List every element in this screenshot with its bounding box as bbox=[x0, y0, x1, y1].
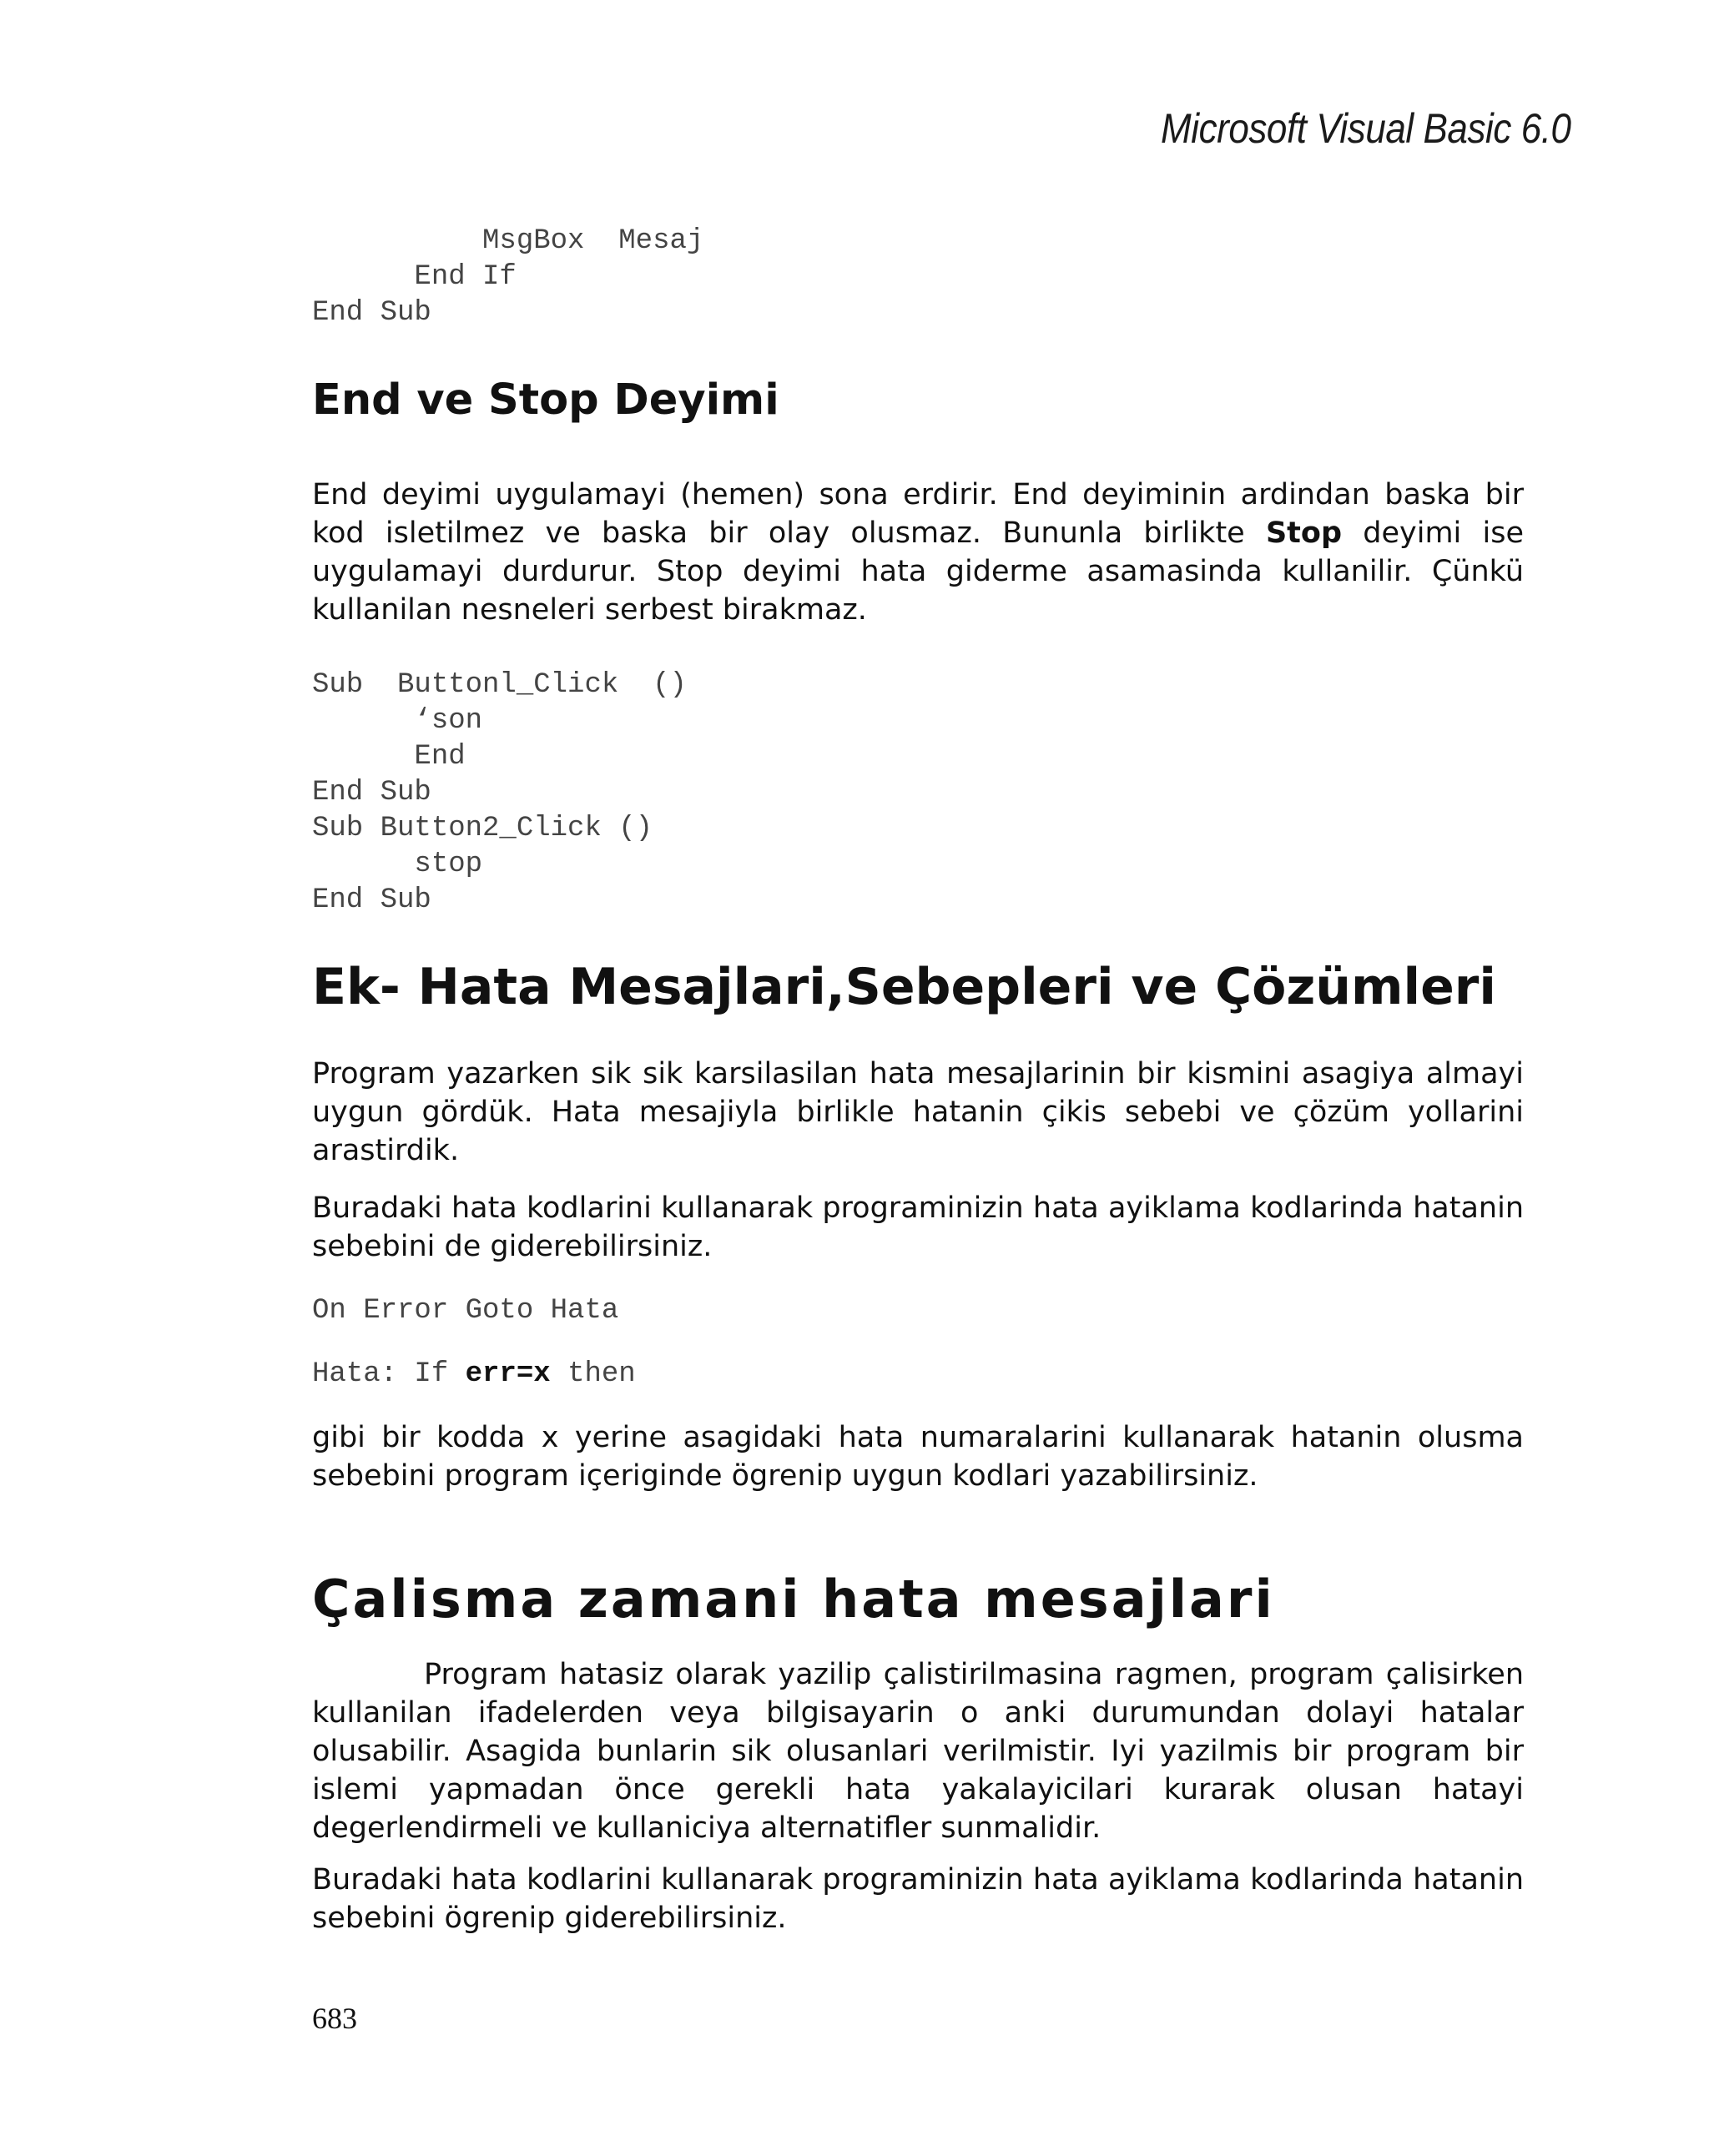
code-line: stop bbox=[312, 849, 483, 880]
code-line: End If bbox=[312, 261, 517, 293]
code-fragment: then bbox=[550, 1358, 636, 1390]
code-line: End bbox=[312, 741, 466, 773]
code-block-buttons bbox=[312, 667, 687, 919]
runtime-paragraph-1: Program hatasiz olarak yazilip çalistirilmasina ragmen, program çalisirken kullanilan ifadelerden veya bilgisayarin o anki durumundan dolayi hatalar olusabilir. Asagida bunlarin sik olusanlari verilmistir. Iyi yazilmis bir program bir islemi yapmadan önce gerekli hata yakalayicilari kurarak olusan hatayi degerlendirmeli ve kullaniciya alternatifler sunmalidir. bbox=[312, 1658, 1524, 1845]
code-line: MsgBox Mesaj bbox=[312, 225, 704, 257]
code-hata-if bbox=[312, 1357, 636, 1393]
errors-paragraph-3: gibi bir kodda x yerine asagidaki hata numaralarini kullanarak hatanin olusma sebebini program içeriginde ögrenip uygun kodlari yazabilirsiniz. bbox=[312, 1421, 1524, 1493]
section-heading-end-stop: End ve Stop Deyimi bbox=[312, 375, 779, 425]
code-block-msgbox bbox=[312, 224, 703, 331]
section-heading-runtime: Çalisma zamani hata mesajlari bbox=[312, 1569, 1275, 1630]
runtime-paragraph-2: Buradaki hata kodlarini kullanarak programinizin hata ayiklama kodlarinda hatanin sebebini ögrenip giderebilirsiniz. bbox=[312, 1863, 1524, 1935]
code-line: Sub Button2_Click () bbox=[312, 813, 653, 844]
code-on-error: On Error Goto Hata bbox=[312, 1295, 619, 1327]
errors-paragraph-2: Buradaki hata kodlarini kullanarak programinizin hata ayiklama kodlarinda hatanin sebebini de giderebilirsiniz. bbox=[312, 1191, 1524, 1263]
section-heading-errors: Ek- Hata Mesajlari,Sebepleri ve Çözümleri bbox=[312, 958, 1496, 1016]
code-line: End Sub bbox=[312, 884, 431, 916]
code-line: End Sub bbox=[312, 297, 431, 329]
page-number: 683 bbox=[312, 2002, 357, 2035]
end-stop-text-end: deyimi ise uygulamayi durdurur. Stop deyimi hata giderme asamasinda kullanilir. Çünkü kullanilan nesneleri serbest birakmaz. bbox=[312, 516, 1525, 627]
code-line: ‘son bbox=[312, 705, 483, 737]
end-stop-paragraph bbox=[312, 476, 1524, 629]
code-fragment-bold: err=x bbox=[465, 1358, 551, 1390]
code-fragment: Hata: If bbox=[312, 1358, 466, 1390]
errors-paragraph-1: Program yazarken sik sik karsilasilan hata mesajlarinin bir kismini asagiya almayi uygun gördük. Hata mesajiyla birlikle hatanin çikis sebebi ve çözüm yollarini arastirdik. bbox=[312, 1057, 1524, 1167]
running-header: Microsoft Visual Basic 6.0 bbox=[1161, 105, 1571, 152]
code-line: End Sub bbox=[312, 777, 431, 808]
end-stop-text-start: End deyimi uygulamayi (hemen) sona erdirir. End deyiminin ardindan baska bir kod isletilmez ve baska bir olay olusmaz. Bununla birlikte bbox=[312, 478, 1524, 550]
code-line: Sub Buttonl_Click () bbox=[312, 669, 687, 701]
stop-keyword: Stop bbox=[1265, 516, 1343, 550]
